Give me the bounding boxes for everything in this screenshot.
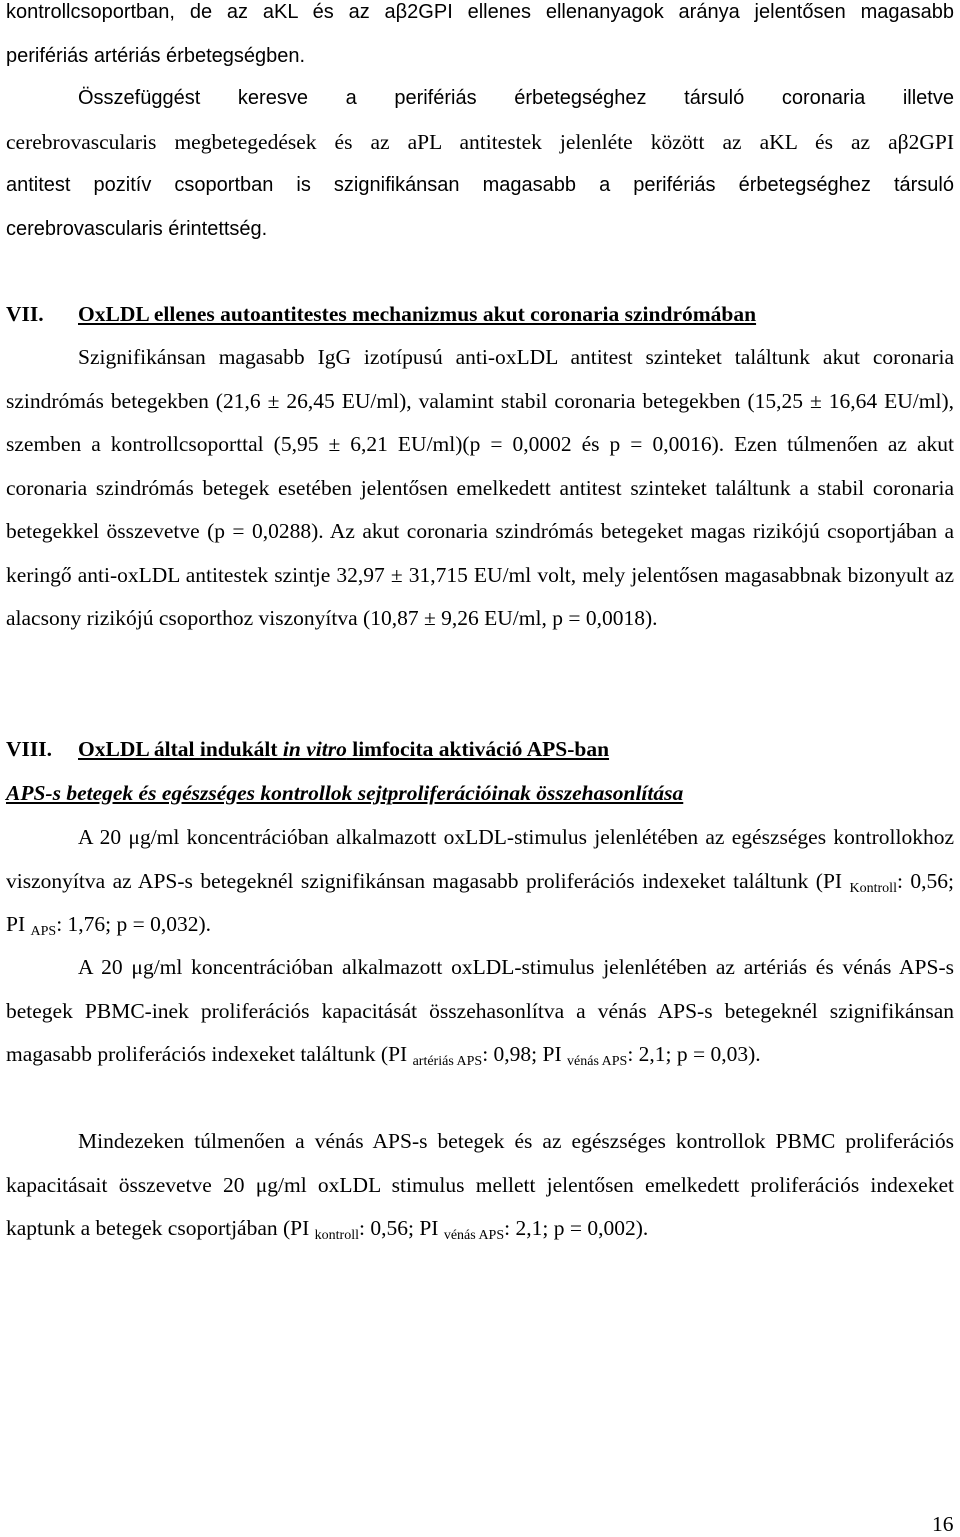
- paragraph: Szignifikánsan magasabb IgG izotípusú anti-oxLDL antitest szinteket találtunk akut coronaria szindrómás betegekben (21,6 ± 26,45 EU/ml), valamint stabil coronaria betegekben (15,25 ± 16,64 EU/ml), szemben a kontrollcsoporttal (5,95 ± 6,21 EU/ml)(p = 0,0002 és p = 0,0016). Ezen túlmenően az akut coronaria szindrómás betegek esetében jelentősen emelkedett antitest szinteket találtunk a stabil coronaria betegekkel összevetve (p = 0,0288). Az akut coronaria szindrómás betegeket magas rizikójú csoportjában a keringő anti-oxLDL antitestek szintje 32,97 ± 31,715 EU/ml volt, mely jelentősen magasabbnak bizonyult az alacsony rizikójú csoporthoz viszonyítva (10,87 ± 9,26 EU/ml, p = 0,0018).: [6, 345, 954, 630]
- text-line: cerebrovascularis megbetegedések és az aPL antitestek jelenléte között az aKL és az aβ2GPI: [6, 129, 954, 154]
- text-run: : 2,1; p = 0,002).: [504, 1216, 649, 1240]
- subscript: Kontroll: [849, 880, 897, 896]
- text-run: : 0,98; PI: [482, 1042, 568, 1066]
- text-run: : 0,56; PI: [359, 1216, 444, 1240]
- text-line: antitest pozitív csoportban is szignifikánsan magasabb a perifériás érbetegséghez társuló: [6, 174, 954, 196]
- subheading: APS-s betegek és egészséges kontrollok sejtproliferációinak összehasonlítása: [6, 781, 684, 805]
- section-title: OxLDL ellenes autoantitestes mechanizmus akut coronaria szindrómában: [78, 302, 757, 326]
- subscript: kontroll: [314, 1228, 360, 1243]
- section-viii-paragraph-1: [6, 816, 954, 947]
- section-viii-paragraph-2: [6, 946, 954, 1077]
- subscript: vénás APS: [567, 1054, 628, 1069]
- text-line: Összefüggést keresve a perifériás érbetegséghez társuló coronaria illetve: [78, 87, 954, 109]
- section-heading-viii: [6, 728, 954, 772]
- text-run: : 1,76; p = 0,032).: [56, 912, 212, 936]
- text-line: perifériás artériás érbetegségben.: [6, 44, 306, 67]
- text-run: A 20 μg/ml koncentrációban alkalmazott oxLDL-stimulus jelenlétében az egészséges kontrollokhoz viszonyítva az APS-s betegeknél szignifikánsan magasabb proliferációs indexeket találtunk (PI: [6, 825, 954, 893]
- text-run: : 2,1; p = 0,03).: [627, 1042, 761, 1066]
- paragraph: [6, 946, 954, 1077]
- text-run: : 0,56; PI: [6, 868, 954, 936]
- subscript: vénás APS: [443, 1228, 505, 1243]
- text-line: kontrollcsoportban, de az aKL és az aβ2GPI ellenes ellenanyagok aránya jelentősen magasabb: [6, 1, 954, 23]
- section-title-part: OxLDL által indukált: [78, 737, 283, 761]
- text-run: A 20 μg/ml koncentrációban alkalmazott oxLDL-stimulus jelenlétében az artériás és vénás APS-s betegek PBMC-inek proliferációs kapacitását összehasonlítva a vénás APS-s betegeknél szignifikánsan magasabb proliferációs indexeket találtunk (PI: [6, 955, 954, 1066]
- section-vii-paragraph: [6, 336, 954, 641]
- section-heading-vii: [6, 293, 954, 337]
- paragraph: [6, 1120, 954, 1251]
- section-number: VIII.: [6, 737, 53, 761]
- section-viii-paragraph-3: [6, 1120, 954, 1251]
- subscript: artériás APS: [412, 1054, 483, 1069]
- section-title-part: limfocita aktiváció APS-ban: [346, 737, 610, 761]
- page-number: 16: [932, 1512, 954, 1536]
- section-number: VII.: [6, 302, 44, 326]
- text-run: Mindezeken túlmenően a vénás APS-s betegek és az egészséges kontrollok PBMC proliferációs kapacitásait összevetve 20 μg/ml oxLDL stimulus mellett jelentősen emelkedett proliferációs indexeket kaptunk a betegek csoportjában (PI: [6, 1129, 954, 1240]
- subscript: APS: [30, 924, 57, 939]
- paragraph-correlation: [6, 77, 954, 251]
- paragraph: [6, 816, 954, 947]
- section-title-part: in vitro: [282, 737, 347, 761]
- paragraph-continuation: [6, 0, 954, 78]
- text-line: cerebrovascularis érintettség.: [6, 217, 268, 240]
